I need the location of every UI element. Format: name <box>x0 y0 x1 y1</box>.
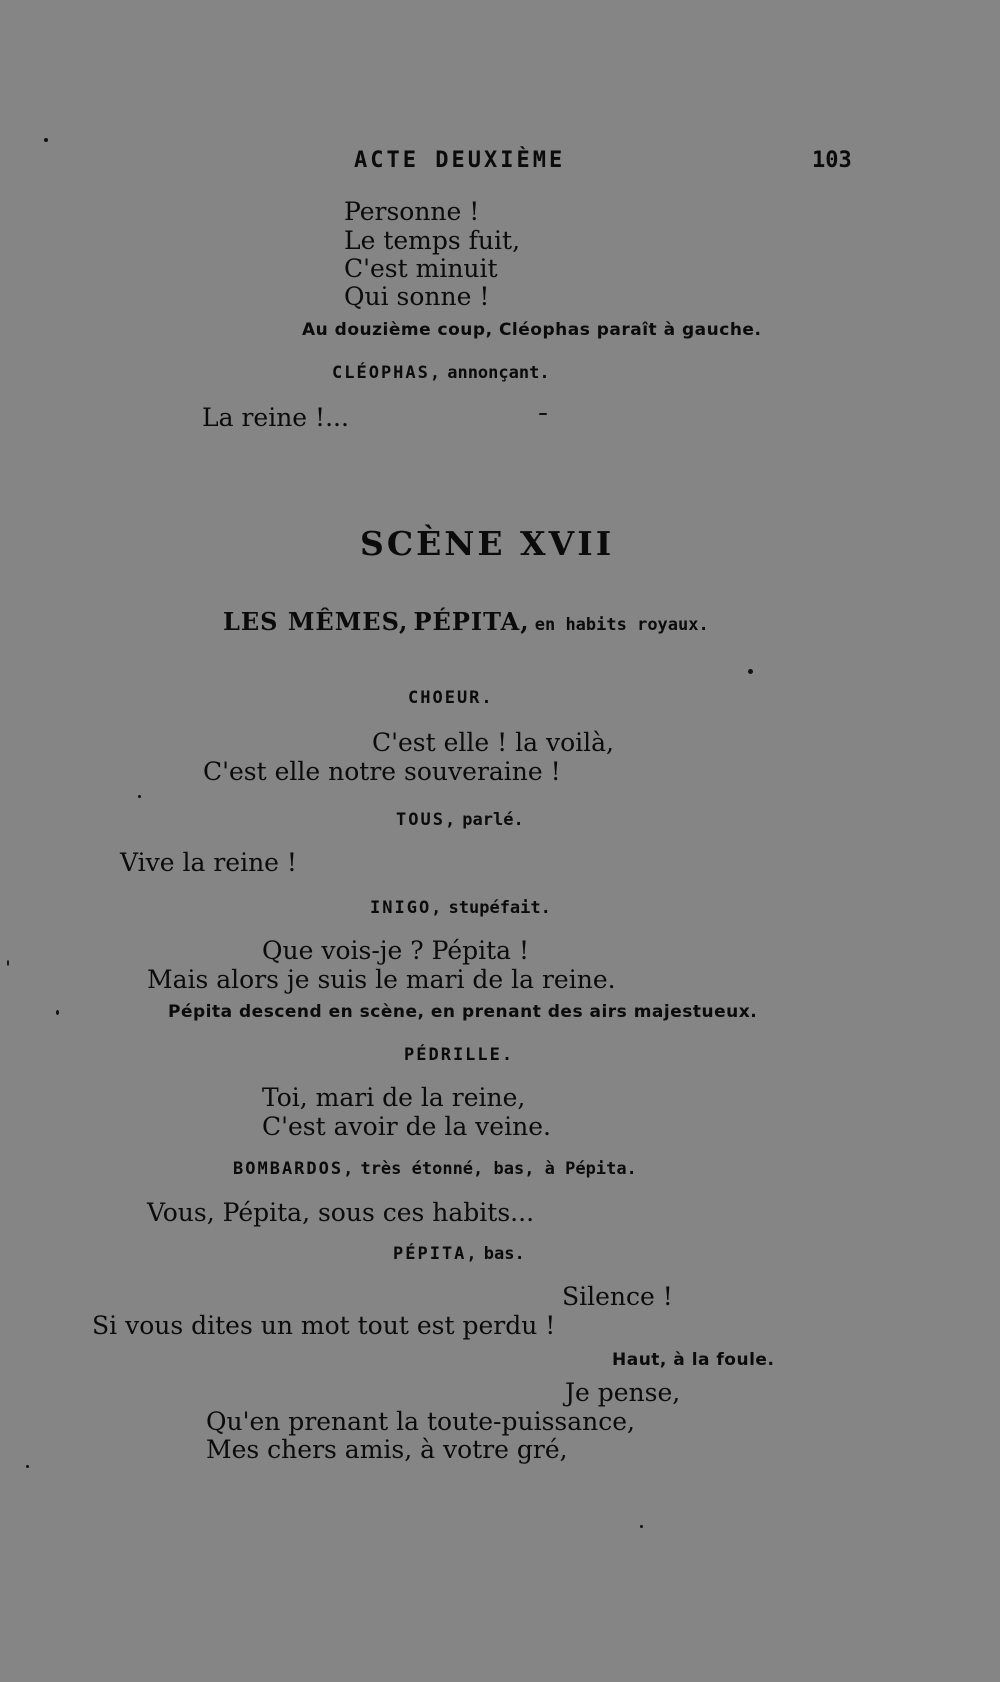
verse-line: C'est minuit <box>344 254 498 283</box>
speaker-name: TOUS, <box>396 810 458 830</box>
speaker-direction: très étonné, bas, à Pépita. <box>360 1159 637 1179</box>
speaker-name: INIGO, <box>370 898 444 918</box>
verse-line: Silence ! <box>562 1282 673 1311</box>
cast-pepita: PÉPITA, <box>413 607 530 636</box>
speaker-direction: annonçant. <box>447 363 550 383</box>
scan-speck <box>748 669 753 674</box>
scan-speck <box>539 413 547 415</box>
verse-line: Personne ! <box>344 197 480 226</box>
verse-line: Qu'en prenant la toute-puissance, <box>206 1407 636 1436</box>
verse-line: C'est elle ! la voilà, <box>372 728 615 757</box>
speaker-name: CHOEUR. <box>408 688 494 708</box>
stage-direction: Au douzième coup, Cléophas paraît à gauche. <box>302 320 762 340</box>
verse-line: C'est elle notre souveraine ! <box>203 757 561 786</box>
verse-line: Vive la reine ! <box>120 848 297 877</box>
speaker-name: PÉPITA, <box>393 1244 479 1264</box>
speaker-name: BOMBARDOS, <box>233 1159 356 1179</box>
verse-line: Qui sonne ! <box>344 282 490 311</box>
speaker-heading <box>332 365 550 382</box>
scan-speck <box>56 1010 59 1015</box>
stage-direction: Pépita descend en scène, en prenant des airs majestueux. <box>168 1002 758 1022</box>
speaker-direction: parlé. <box>462 810 524 830</box>
verse-line: Que vois-je ? Pépita ! <box>262 936 530 965</box>
speaker-direction: stupéfait. <box>448 898 551 918</box>
verse-line: Je pense, <box>565 1378 681 1407</box>
cast-line <box>223 607 709 636</box>
verse-line: Toi, mari de la reine, <box>262 1083 526 1112</box>
speaker-heading <box>233 1161 637 1178</box>
speaker-direction: bas. <box>483 1244 525 1264</box>
scan-speck <box>7 960 9 966</box>
stage-direction: Haut, à la foule. <box>612 1350 775 1370</box>
scan-speck <box>26 1465 29 1468</box>
page-number: 103 <box>812 148 852 173</box>
verse-line: Vous, Pépita, sous ces habits... <box>147 1198 535 1227</box>
cast-les-memes: LES MÊMES, <box>223 607 409 636</box>
verse-line: Mes chers amis, à votre gré, <box>206 1435 568 1464</box>
verse-line: La reine !... <box>202 403 349 432</box>
scan-speck <box>138 795 141 798</box>
cast-direction: en habits royaux. <box>534 615 709 635</box>
verse-line: C'est avoir de la veine. <box>262 1112 551 1141</box>
scan-speck <box>640 1525 643 1528</box>
verse-line: Mais alors je suis le mari de la reine. <box>147 965 616 994</box>
scene-title: SCÈNE XVII <box>360 524 615 563</box>
speaker-heading <box>396 812 524 829</box>
speaker-name: PÉDRILLE. <box>404 1045 515 1065</box>
running-title: ACTE DEUXIÈME <box>354 148 566 173</box>
speaker-heading <box>370 900 551 917</box>
scan-speck <box>44 138 48 142</box>
speaker-heading <box>393 1246 525 1263</box>
verse-line: Si vous dites un mot tout est perdu ! <box>92 1311 556 1340</box>
verse-line: Le temps fuit, <box>344 226 521 255</box>
speaker-name: CLÉOPHAS, <box>332 363 443 383</box>
